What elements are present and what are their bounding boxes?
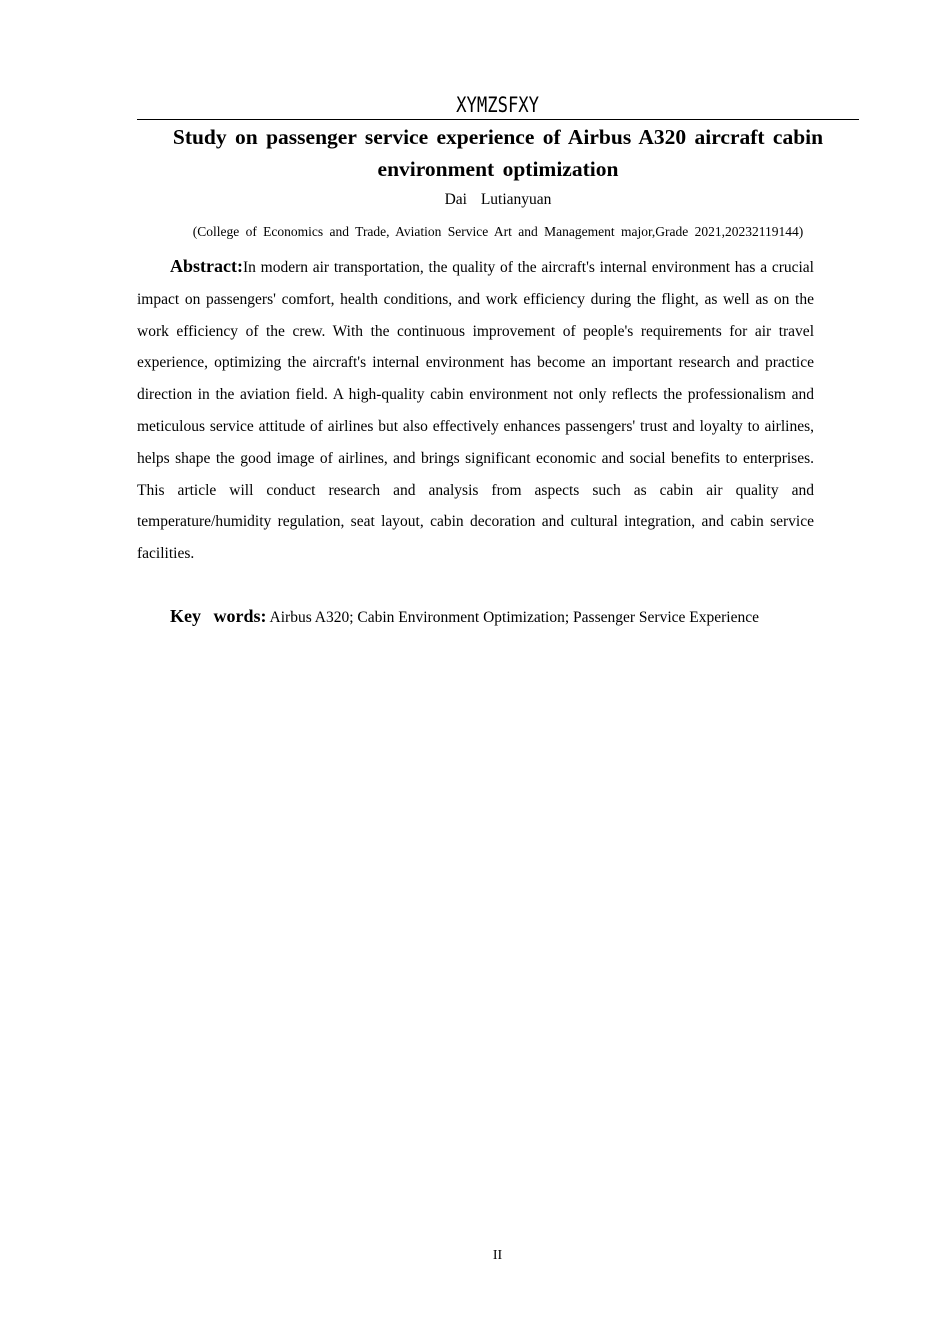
abstract-label: Abstract: [170, 256, 243, 276]
author-name: Dai Lutianyuan [444, 191, 552, 208]
header-code: XYMZSFXY [456, 93, 540, 117]
author-affiliation: (College of Economics and Trade, Aviation Service Art and Management major,Grade 2021,20232119144) [192, 224, 804, 239]
abstract-paragraph [137, 251, 814, 570]
keywords-label: Key words: [170, 606, 267, 626]
keywords-paragraph [137, 601, 814, 634]
page-number: II [492, 1248, 503, 1263]
keywords-text: Airbus A320; Cabin Environment Optimization; Passenger Service Experience [269, 609, 759, 626]
abstract-text: In modern air transportation, the quality of the aircraft's internal environment has a crucial impact on passengers' comfort, health conditions, and work efficiency during the flight, as well as on the work efficiency of the crew. With the continuous improvement of people's requirements for air travel experience, optimizing the aircraft's internal environment has become an important research and practice direction in the aviation field. A high-quality cabin environment not only reflects the professionalism and meticulous service attitude of airlines but also effectively enhances passengers' trust and loyalty to airlines, helps shape the good image of airlines, and brings significant economic and social benefits to enterprises. This article will conduct research and analysis from aspects such as cabin air quality and temperature/humidity regulation, seat layout, cabin decoration and cultural integration, and cabin service facilities. [137, 259, 814, 563]
running-header [137, 93, 859, 120]
paper-title: Study on passenger service experience of Airbus A320 aircraft cabin environment optimization [172, 125, 824, 181]
